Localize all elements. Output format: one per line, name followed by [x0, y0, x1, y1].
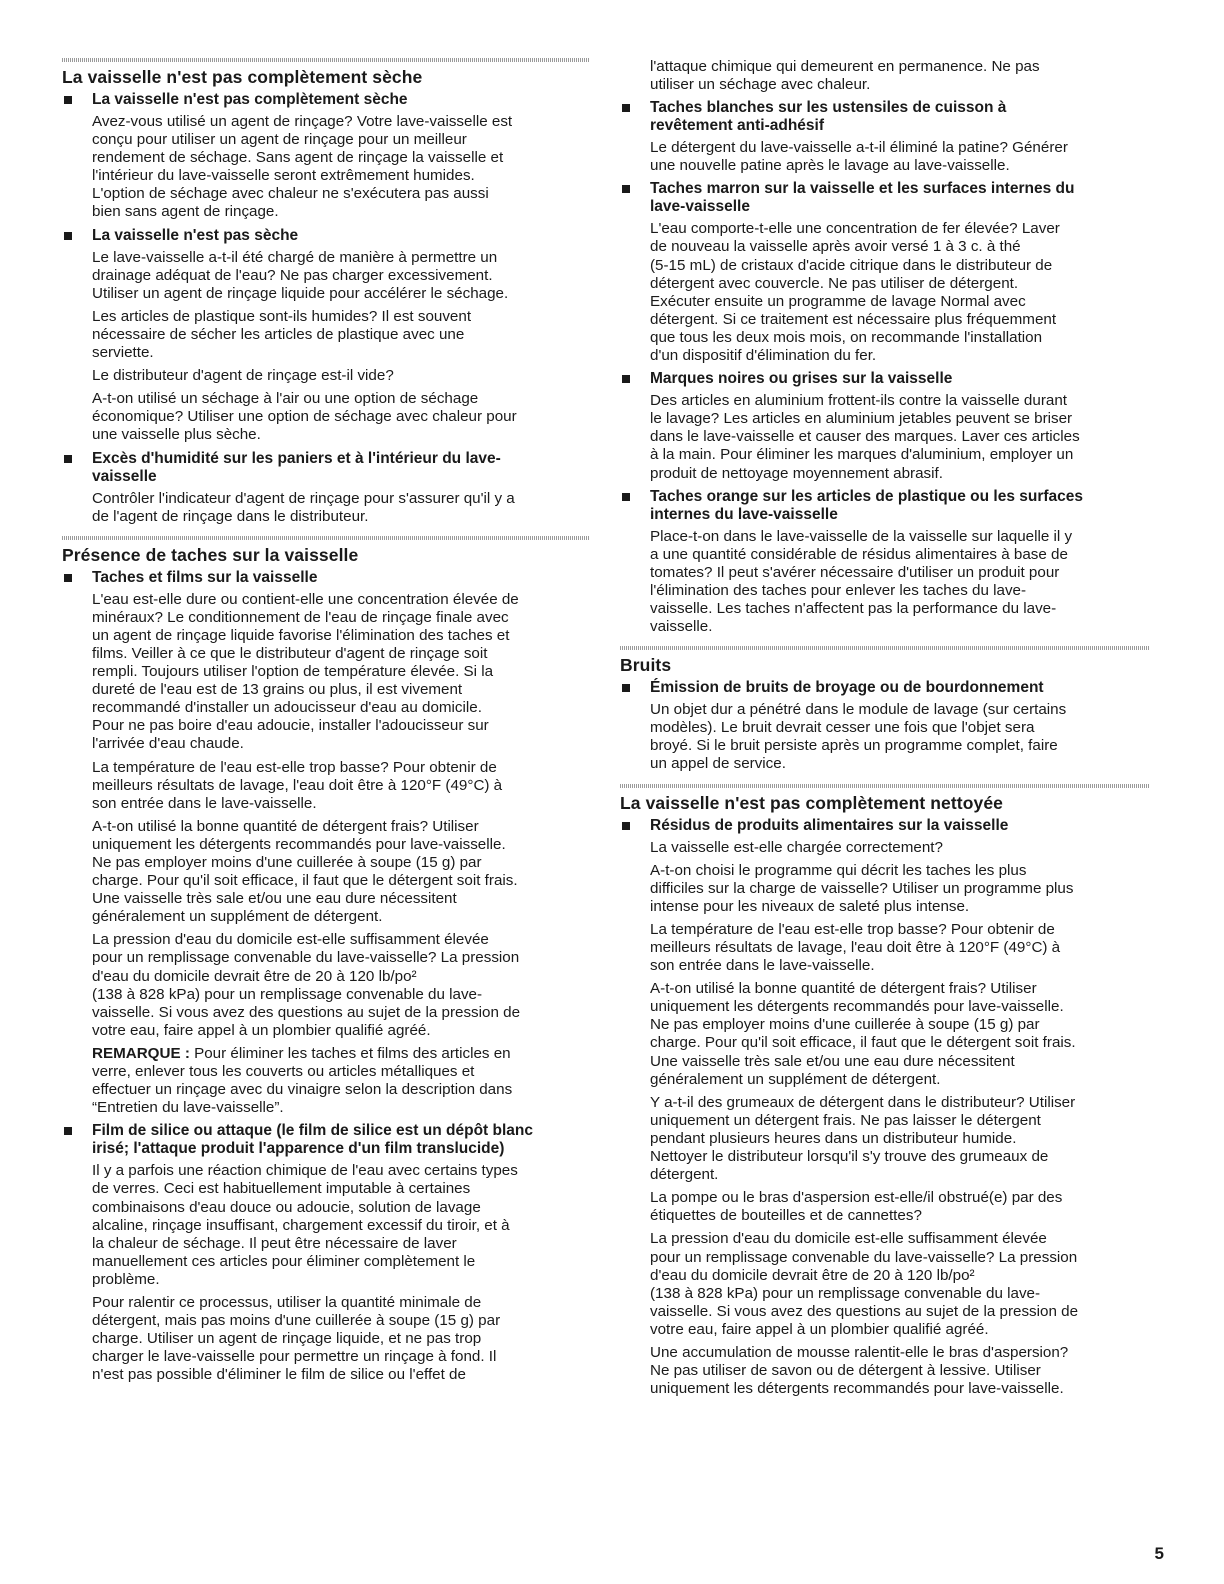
- section-divider: [620, 784, 1150, 788]
- answer-paragraph: L'eau comporte-t-elle une concentration de fer élevée? Laver de nouveau la vaisselle après avoir versé 1 à 3 c. à thé (5-15 mL) de cristaux d'acide citrique dans le distributeur de détergent avec couvercle. Ne pas utiliser de détergent. Exécuter ensuite un programme de lavage Normal avec détergent. Si ce traitement est nécessaire plus fréquemment que tous les deux mois mois, on recommande l'installation d'un dispositif d'élimination du fer.: [650, 220, 1060, 365]
- answer-paragraph: L'eau est-elle dure ou contient-elle une concentration élevée de minéraux? Le conditionnement de l'eau de rinçage finale avec un agent de rinçage liquide favorise l'élimination des taches et films. Veiller à ce que le distributeur d'agent de rinçage soit rempli. Toujours utiliser l'option de température élevée. Si la dureté de l'eau est de 13 grains ou plus, il est vivement recommandé d'installer un adoucisseur d'eau au domicile. Pour ne pas boire d'eau adoucie, installer l'adoucisseur sur l'arrivée d'eau chaude.: [92, 590, 519, 753]
- square-bullet-icon: [622, 822, 630, 830]
- question-heading: Taches et films sur la vaisselle: [62, 569, 590, 587]
- continuation-paragraph: l'attaque chimique qui demeurent en permanence. Ne pas utiliser un séchage avec chaleur.: [650, 58, 1040, 94]
- section-divider: [620, 646, 1150, 650]
- answer-paragraph: Une accumulation de mousse ralentit-elle le bras d'aspersion? Ne pas utiliser de savon ou de détergent à lessive. Utiliser uniquement les détergents recommandés pour lave-vaisselle.: [650, 1343, 1069, 1398]
- answer-paragraph: La pompe ou le bras d'aspersion est-elle/il obstrué(e) par des étiquettes de bouteilles et de cannettes?: [650, 1189, 1063, 1225]
- question-heading: Taches blanches sur les ustensiles de cuisson à revêtement anti-adhésif: [620, 99, 1150, 135]
- answer-paragraph: A-t-on choisi le programme qui décrit les taches les plus difficiles sur la charge de vaisselle? Utiliser un programme plus intense pour les niveaux de saleté plus intense.: [650, 861, 1074, 915]
- square-bullet-icon: [622, 375, 630, 383]
- question-heading: La vaisselle n'est pas sèche: [62, 227, 590, 245]
- answer-paragraph: Un objet dur a pénétré dans le module de lavage (sur certains modèles). Le bruit devrait cesser une fois que l'objet sera broyé. Si le bruit persiste après un programme complet, faire un appel de service.: [650, 701, 1067, 773]
- answer-paragraph: La vaisselle est-elle chargée correctement?: [650, 838, 943, 856]
- question-heading: Émission de bruits de broyage ou de bourdonnement: [620, 679, 1150, 697]
- section-divider: [62, 58, 590, 62]
- answer-paragraph: La pression d'eau du domicile est-elle suffisamment élevée pour un remplissage convenable du lave-vaisselle? La pression d'eau du domicile devrait être de 20 à 120 lb/po² (138 à 828 kPa) pour un remplissage convenable du lave- vaisselle. Si vous avez des questions au sujet de la pression de votre eau, faire appel à un plombier qualifié agréé.: [650, 1230, 1079, 1338]
- answer-paragraph: La température de l'eau est-elle trop basse? Pour obtenir de meilleurs résultats de lavage, l'eau doit être à 120°F (49°C) à son entrée dans le lave-vaisselle.: [92, 758, 503, 812]
- section-noises: [620, 646, 1150, 773]
- question-heading: Taches orange sur les articles de plastique ou les surfaces internes du lave-vaisselle: [620, 488, 1150, 524]
- section-title: La vaisselle n'est pas complètement sèche: [62, 67, 423, 87]
- answer-paragraph: A-t-on utilisé la bonne quantité de détergent frais? Utiliser uniquement les détergents recommandés pour lave-vaisselle. Ne pas employer moins d'une cuillerée à soupe (15 g) par charge. Pour qu'il soit efficace, il faut que le détergent soit frais. Une vaisselle très sale et/ou une eau dure nécessitent généralement un supplément de détergent.: [650, 980, 1076, 1088]
- right-column: [620, 58, 1150, 1408]
- question-heading: La vaisselle n'est pas complètement sèche: [62, 91, 590, 109]
- answer-paragraph: La pression d'eau du domicile est-elle suffisamment élevée pour un remplissage convenable du lave-vaisselle? La pression d'eau du domicile devrait être de 20 à 120 lb/po² (138 à 828 kPa) pour un remplissage convenable du lave- vaisselle. Si vous avez des questions au sujet de la pression de votre eau, faire appel à un plombier qualifié agréé.: [92, 931, 521, 1039]
- answer-paragraph: A-t-on utilisé un séchage à l'air ou une option de séchage économique? Utiliser une option de séchage avec chaleur pour une vaisselle plus sèche.: [92, 390, 517, 444]
- answer-paragraph: Des articles en aluminium frottent-ils contre la vaisselle durant le lavage? Les articles en aluminium jetables peuvent se briser dans le lave-vaisselle et causer des marques. Laver ces articles à la main. Pour éliminer les marques d'aluminium, employer un produit de nettoyage moyennement abrasif.: [650, 392, 1080, 482]
- square-bullet-icon: [622, 684, 630, 692]
- page-number: 5: [1154, 1544, 1164, 1563]
- answer-paragraph: A-t-on utilisé la bonne quantité de détergent frais? Utiliser uniquement les détergents recommandés pour lave-vaisselle. Ne pas employer moins d'une cuillerée à soupe (15 g) par charge. Pour qu'il soit efficace, il faut que le détergent soit frais. Une vaisselle très sale et/ou une eau dure nécessitent généralement un supplément de détergent.: [92, 817, 518, 926]
- answer-paragraph: Avez-vous utilisé un agent de rinçage? Votre lave-vaisselle est conçu pour utiliser un agent de rinçage pour un meilleur rendement de séchage. Sans agent de rinçage la vaisselle et l'intérieur du lave-vaisselle seront extrêmement humides. L'option de séchage avec chaleur ne s'exécutera pas aussi bien sans agent de rinçage.: [92, 113, 513, 221]
- section-title: Présence de taches sur la vaisselle: [62, 544, 359, 565]
- section-title: Bruits: [620, 655, 672, 676]
- square-bullet-icon: [64, 232, 72, 240]
- question-heading: Excès d'humidité sur les paniers et à l'intérieur du lave- vaisselle: [62, 450, 590, 486]
- answer-paragraph: Y a-t-il des grumeaux de détergent dans le distributeur? Utiliser uniquement un détergent frais. Ne pas laisser le détergent pendant plusieurs heures dans un distributeur humide. Nettoyer le distributeur lorsqu'il s'y trouve des grumeaux de détergent.: [650, 1093, 1076, 1184]
- section-dishes-not-clean: [620, 784, 1150, 1399]
- answer-paragraph: Le lave-vaisselle a-t-il été chargé de manière à permettre un drainage adéquat de l'eau? Ne pas charger excessivement. Utiliser un agent de rinçage liquide pour accélérer le séchage.: [92, 248, 509, 302]
- question-heading: Film de silice ou attaque (le film de silice est un dépôt blanc irisé; l'attaque produit l'apparence d'un film translucide): [62, 1122, 590, 1158]
- note-text: Pour éliminer les taches et films des articles en verre, enlever tous les couverts ou articles métalliques et effectuer un rinçage avec du vinaigre selon la description dans “Entretien du lave-vaisselle”.: [92, 1044, 513, 1117]
- square-bullet-icon: [64, 1127, 72, 1135]
- square-bullet-icon: [64, 455, 72, 463]
- section-spots-on-dishes: [62, 536, 590, 1385]
- section-divider: [62, 536, 590, 540]
- section-dishes-not-dry: [62, 58, 590, 526]
- section-title: La vaisselle n'est pas complètement nettoyée: [620, 792, 1004, 813]
- answer-paragraph: Place-t-on dans le lave-vaisselle de la vaisselle sur laquelle il y a une quantité considérable de résidus alimentaires à base de tomates? Il peut s'avérer nécessaire d'utiliser un produit pour l'élimination des taches pour enlever les taches du lave- vaisselle. Les taches n'affectent pas la performance du lave- vaisselle.: [650, 527, 1073, 636]
- answer-paragraph: Contrôler l'indicateur d'agent de rinçage pour s'assurer qu'il y a de l'agent de rinçage dans le distributeur.: [92, 489, 515, 525]
- square-bullet-icon: [622, 493, 630, 501]
- answer-paragraph: Pour ralentir ce processus, utiliser la quantité minimale de détergent, mais pas moins d'une cuillerée à soupe (15 g) par charge. Utiliser un agent de rinçage liquide, et ne pas trop charger le lave-vaisselle pour permettre un rinçage à fond. Il n'est pas possible d'éliminer le film de silice ou l'effet de: [92, 1293, 501, 1384]
- answer-paragraph: Le distributeur d'agent de rinçage est-il vide?: [92, 367, 394, 385]
- answer-paragraph: La température de l'eau est-elle trop basse? Pour obtenir de meilleurs résultats de lavage, l'eau doit être à 120°F (49°C) à son entrée dans le lave-vaisselle.: [650, 920, 1061, 975]
- question-heading: Résidus de produits alimentaires sur la vaisselle: [620, 817, 1150, 835]
- square-bullet-icon: [64, 96, 72, 104]
- answer-paragraph: Les articles de plastique sont-ils humides? Il est souvent nécessaire de sécher les articles de plastique avec une serviette.: [92, 307, 472, 362]
- square-bullet-icon: [622, 104, 630, 112]
- question-heading: Marques noires ou grises sur la vaisselle: [620, 370, 1150, 388]
- answer-paragraph: Le détergent du lave-vaisselle a-t-il éliminé la patine? Générer une nouvelle patine après le lavage au lave-vaisselle.: [650, 139, 1068, 175]
- question-heading: Taches marron sur la vaisselle et les surfaces internes du lave-vaisselle: [620, 180, 1150, 216]
- square-bullet-icon: [64, 574, 72, 582]
- answer-paragraph: Il y a parfois une réaction chimique de l'eau avec certains types de verres. Ceci est habituellement imputable à certaines combinaisons d'eau douce ou adoucie, solution de lavage alcaline, rinçage insuffisant, chargement excessif du tiroir, et à la chaleur de séchage. Il peut être nécessaire de laver manuellement ces articles pour éliminer complètement le problème.: [92, 1162, 518, 1288]
- note-label: REMARQUE :: [92, 1044, 190, 1062]
- note-paragraph: [62, 1045, 590, 1117]
- square-bullet-icon: [622, 185, 630, 193]
- left-column: [62, 58, 590, 1394]
